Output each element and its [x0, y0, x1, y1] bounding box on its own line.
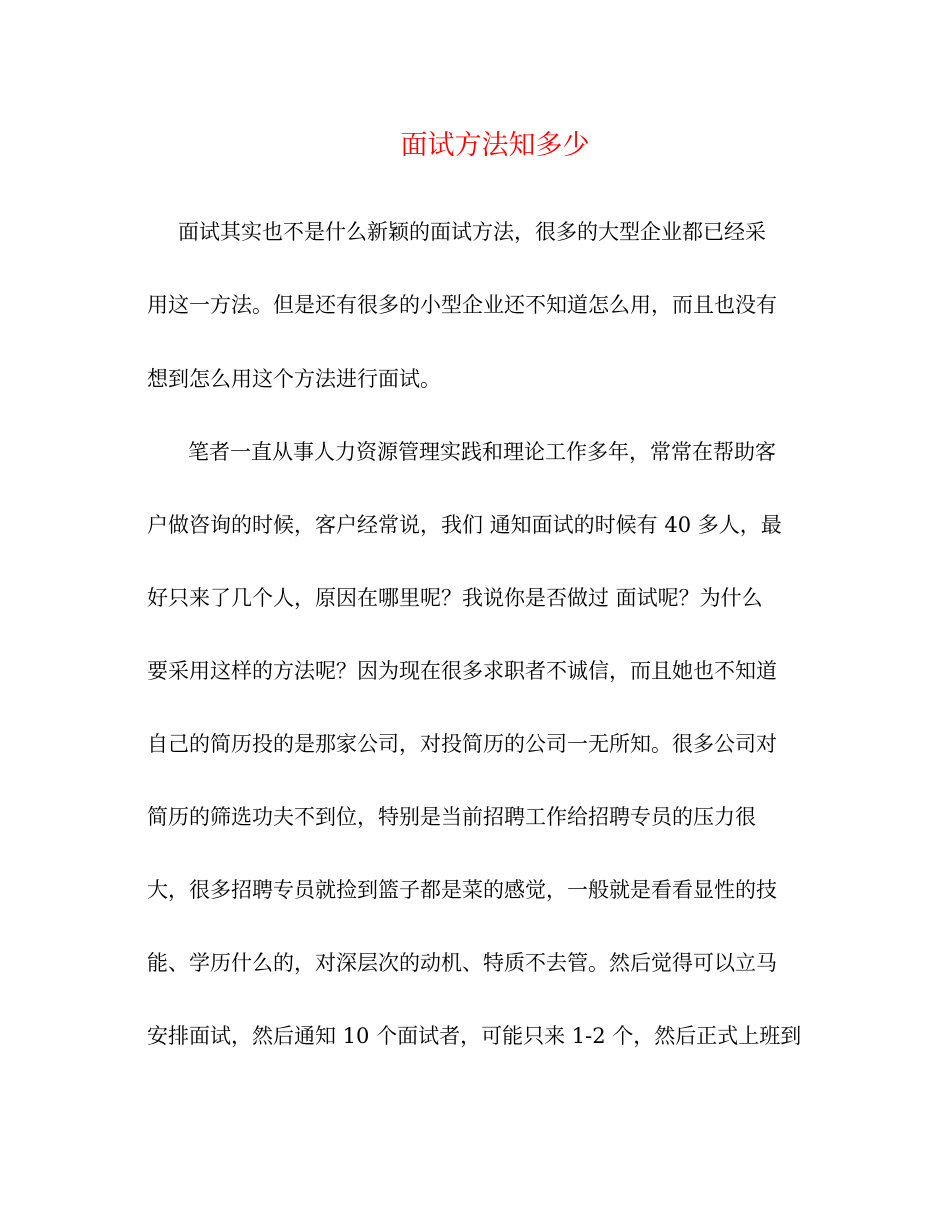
paragraph-2-line-7: 大，很多招聘专员就捡到篮子都是菜的感觉，一般就是看看显性的技 — [147, 878, 777, 902]
paragraph-2-line-1: 笔者一直从事人力资源管理实践和理论工作多年，常常在帮助客 — [188, 440, 776, 464]
paragraph-2-line-3: 好只来了几个人，原因在哪里呢？我说你是否做过 面试呢？为什么 — [147, 586, 763, 610]
paragraph-1-line-3: 想到怎么用这个方法进行面试。 — [147, 367, 441, 391]
paragraph-2-line-9: 安排面试，然后通知 10 个面试者，可能只来 1-2 个，然后正式上班到 — [147, 1024, 802, 1048]
paragraph-1-line-1: 面试其实也不是什么新颖的面试方法，很多的大型企业都已经采 — [178, 220, 766, 244]
paragraph-2-line-4: 要采用这样的方法呢？因为现在很多求职者不诚信，而且她也不知道 — [147, 659, 777, 683]
paragraph-1-line-2: 用这一方法。但是还有很多的小型企业还不知道怎么用，而且也没有 — [147, 293, 777, 317]
paragraph-2-line-2: 户做咨询的时候，客户经常说，我们 通知面试的时候有 40 多人，最 — [147, 513, 782, 537]
document-title: 面试方法知多少 — [400, 130, 590, 161]
paragraph-2-line-6: 简历的筛选功夫不到位，特别是当前招聘工作给招聘专员的压力很 — [147, 805, 756, 829]
paragraph-2-line-8: 能、学历什么的，对深层次的动机、特质不去管。然后觉得可以立马 — [147, 951, 777, 975]
paragraph-2-line-5: 自己的简历投的是那家公司，对投简历的公司一无所知。很多公司对 — [147, 732, 777, 756]
